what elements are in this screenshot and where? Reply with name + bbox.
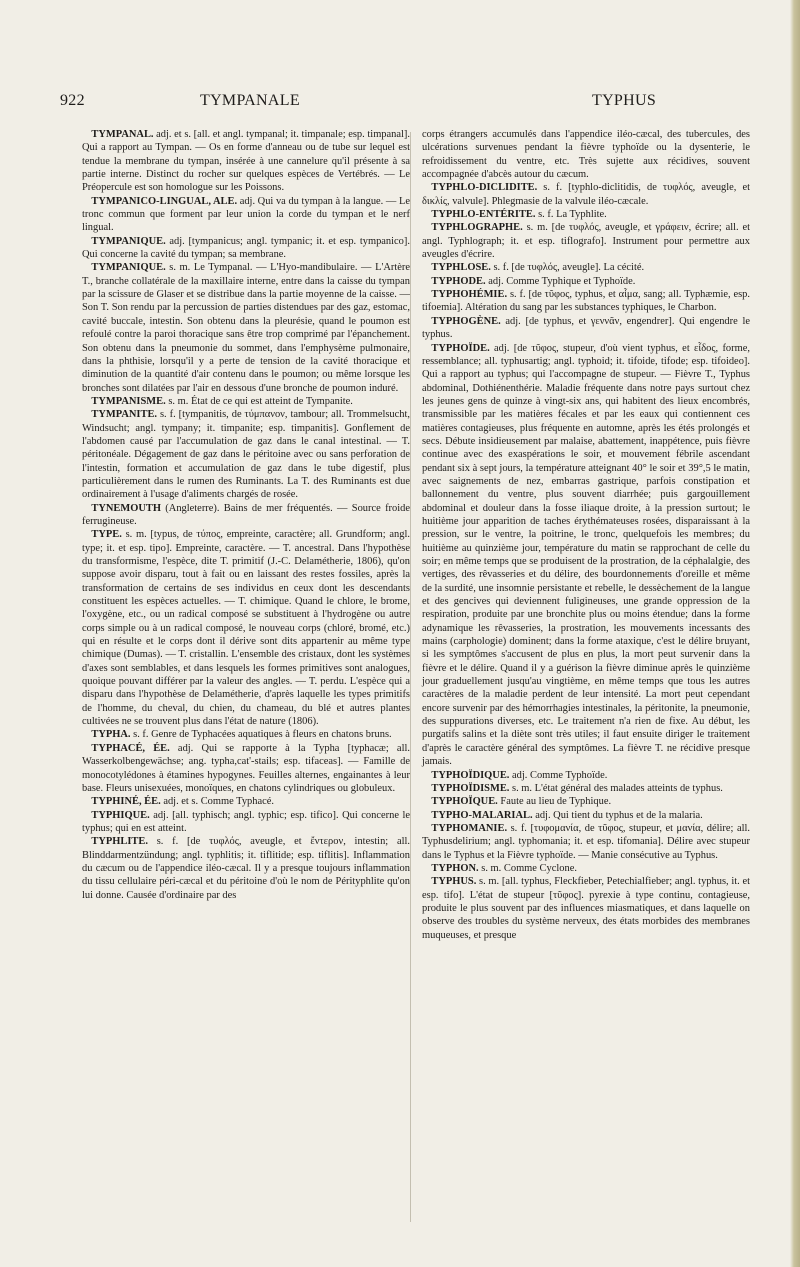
entry-definition: adj. Qui tient du typhus et de la malaria.: [532, 809, 703, 821]
entry-headword: TYMPANISME.: [91, 395, 166, 407]
dictionary-entry: [422, 875, 750, 942]
running-header: [60, 92, 755, 116]
entry-headword: TYPHOÏDISME.: [431, 782, 510, 794]
dictionary-entry: [422, 288, 750, 315]
column-divider: [410, 132, 411, 1222]
entry-definition: adj. [de typhus, et γεννᾶν, engendrer]. Qui engendre le typhus.: [422, 315, 750, 341]
entry-headword: TYMPANIQUE.: [91, 235, 166, 247]
dictionary-entry: [82, 835, 410, 902]
dictionary-entry: [422, 208, 750, 221]
entry-definition: adj. et s. Comme Typhacé.: [160, 796, 274, 808]
entry-definition: s. f. [τυφομανία, de τῦφος, stupeur, et μανία, délire; all. Typhusdelirium; angl. typhomania; it. et esp. tifomania]. Délire avec stupeur dans le Typhus et la Fièvre typhoïde. — Manie consécutive au Typhus.: [422, 822, 750, 861]
entry-definition: s. m. [all. typhus, Fleckfieber, Petechialfieber; angl. typhus, it. et esp. tifo]. L'état de stupeur [τῦφος]. pyrexie à type continu, contagieuse, produite le plus souvent par des influences miasmatiques, et dans laquelle on observe des troubles du système nerveux, des états morbides des membranes muqueuses, et presque: [422, 876, 750, 941]
dictionary-entry: [82, 742, 410, 795]
entry-headword: TYMPANICO-LINGUAL, ALE.: [91, 195, 238, 207]
entry-headword: TYPHOÏQUE.: [431, 796, 498, 808]
entry-headword: TYPHLITE.: [91, 836, 148, 848]
dictionary-entry: [82, 528, 410, 728]
entry-definition: Faute au lieu de Typhique.: [497, 796, 612, 808]
entry-headword: TYPHIQUE.: [91, 809, 150, 821]
dictionary-entry: [82, 195, 410, 235]
dictionary-entry: [422, 809, 750, 822]
entry-headword: TYPHA.: [91, 729, 131, 741]
entry-headword: TYPHLO-DICLIDITE.: [431, 182, 538, 194]
entry-headword: TYPHLOGRAPHE.: [431, 222, 523, 234]
dictionary-entry: [82, 395, 410, 408]
dictionary-entry: [82, 502, 410, 529]
entry-definition: s. f. [de τῦφος, typhus, et αἷμα, sang; all. Typhæmie, esp. tifoemia]. Altération du sang par les substances typhiques, le Charbon.: [422, 289, 750, 314]
entry-headword: TYPHOÏDIQUE.: [431, 769, 510, 781]
dictionary-entry: [422, 862, 750, 875]
dictionary-entry: [422, 782, 750, 795]
entry-definition: s. f. [de τυφλός, aveugle, et ἔντερον, intestin; all. Blinddarmentzündung; angl. typhlitis; it. tiflitide; esp. tiflitis]. Inflammation du cæcum ou de l'appendice iléo-cæcal. Il y a presque toujours inflammation du tissu cellulaire péri-cæcal et du péritoine d'où le nom de Pérityphlite qu'on lui donne. Causée d'ordinaire par des: [82, 836, 410, 901]
entry-definition: s. m. Comme Cyclone.: [478, 862, 577, 874]
entry-headword: TYMPANIQUE.: [91, 262, 166, 274]
entry-definition: adj. Comme Typhoïde.: [509, 769, 608, 781]
dictionary-entry: [82, 235, 410, 262]
dictionary-entry: [82, 128, 410, 195]
dictionary-entry: [82, 728, 410, 741]
entry-definition: s. f. Genre de Typhacées aquatiques à fleurs en chatons bruns.: [130, 729, 392, 741]
entry-headword: TYPHOMANIE.: [431, 822, 508, 834]
page-number: 922: [60, 92, 85, 109]
entry-definition: s. f. La Typhlite.: [535, 209, 607, 221]
entry-definition: s. f. [typhlo-diclitidis, de τυφλός, aveugle, et δικλίς, valvule]. Phlegmasie de la valvule iléo-cæcale.: [422, 182, 750, 207]
entry-headword: TYPHLO-ENTÉRITE.: [431, 209, 536, 221]
dictionary-entry: [422, 342, 750, 769]
dictionary-entry: [82, 809, 410, 836]
dictionary-entry: [422, 315, 750, 342]
entry-definition: corps étrangers accumulés dans l'appendice iléo-cæcal, des tubercules, des ulcérations survenues pendant la fièvre typhoïde ou la dysenterie, le refroidissement du ventre, etc. Très sujette aux récidives, souvent accompagnée d'abcès autour du cæcum.: [422, 129, 750, 181]
entry-definition: s. f. [de τυφλός, aveugle]. La cécité.: [490, 262, 645, 274]
entry-definition: adj. [de τῦφος, stupeur, d'où vient typhus, et εἶδος, forme, ressemblance; all. typhusartig; angl. typhoid; it. tifoide, tifode; esp. tifoideo]. Qui a rapport au typhus; qui l'accompagne de stupeur. — Fièvre T., Typhus abdominal, Dothiénenthérie. Maladie fréquente dans notre pays surtout chez les jeunes gens de quinze à vingt-six ans, qui habitent des lieux encombrés, transmissible par les matières fécales et par les eaux qui contiennent ces matières contagieuses, plus fréquente en automne, après les étés prolongés et secs. Débute insidieusement par malaise, abattement, inappétence, puis fièvre continue avec des exaspérations le soir, et mouvement fébrile ascendant pendant six à sept jours, la température atteignant 40° le soir et 39°,5 le matin, avec saignements de nez, embarras gastrique, parfois constipation et ballonnement du ventre, plus souvent diarrhée; puis gargouillement abdominal et douleur dans la fosse iliaque droite, à la pression surtout; le huitième jour apparition de taches érythémateuses rosées, disparaissant à la pression, sur le ventre, la poitrine, le tronc, quelquefois les membres; du huitième au quinzième jour, température du matin se rapprochant de celle du soir; en même temps que se produisent de la prostration, de la céphalalgie, des vertiges, des rêvasseries et du délire, des bourdonnements d'oreille et même de la surdité, une insomnie persistante et rebelle, le dessèchement de la langue et des gencives qui deviennent fuligineuses, une grande oppression de la respiration, produite par une bronchite plus ou moins étendue; dans la forme adynamique les rêvasseries, la prostration, les mouvements incessants des mains (carphologie) dominent; dans la forme ataxique, c'est le délire bruyant, si les symptômes s'accusent de plus en plus, la mort peut survenir dans la fièvre et le délire. Quand il y a guérison la fièvre diminue après le quinzième jour graduellement jusqu'au vingtième, en même temps que tous les autres caractères de la maladie perdent de leur intensité. La mort peut cependant encore survenir par des hémorrhagies intestinales, la péritonite, la pneumonie, des suppurations diverses, etc. Le traitement n'a rien de fixe. Au début, les purgatifs salins et la diète sont très utiles; il faut ensuite diriger le traitement d'après le caractère général des symptômes. La fièvre T. ne récidive presque jamais.: [422, 342, 750, 768]
entry-definition: s. m. État de ce qui est atteint de Tympanite.: [165, 395, 353, 407]
entry-definition: s. m. [typus, de τύπος, empreinte, caractère; all. Grundform; angl. type; it. et esp. tipo]. Empreinte, caractère. — T. ancestral. Dans l'hypothèse du transformisme, l'espèce, dite T. primitif (J.-C. Delamétherie, 1806), qu'on suppose avoir disparu, tout à fait ou en laissant des restes fossiles, après la transformation de certains de ses individus en ceux dont les descendants constituent les espèces actuelles. — T. chimique. Quand le chlore, le brome, l'oxygène, etc., ou un radical composé se substituent à l'hydrogène ou autre corps simple ou à un radical composé, le nouveau corps (chloré, bromé, etc.) qui en résulte et le corps dont il dérive sont dits appartenir au même type chimique (Dumas). — T. cristallin. L'ensemble des cristaux, dont les systèmes d'axes sont semblables, et dans lesquels les formes primitives sont analogues, quoique pouvant différer par la valeur des angles. — T. perdu. L'espèce qui a disparu dans l'hypothèse de Delamétherie, d'après laquelle les types primitifs de l'homme, du cheval, du chien, du chameau, du blé et autres plantes cultivées ne se trouvent plus dans l'état de nature (1806).: [82, 529, 410, 728]
entry-definition: adj. Qui va du tympan à la langue. — Le tronc commun que forment par leur union la corde du tympan et le nerf lingual.: [82, 195, 410, 234]
entry-headword: TYPE.: [91, 529, 122, 541]
entry-headword: TYMPANITE.: [91, 409, 158, 421]
dictionary-entry: [422, 275, 750, 288]
page-edge: [790, 0, 800, 1267]
left-guide-word: TYMPANALE: [200, 92, 300, 109]
entry-headword: TYPHO-MALARIAL.: [431, 809, 533, 821]
entry-headword: TYPHINÉ, ÉE.: [91, 796, 161, 808]
right-guide-word: TYPHUS: [592, 92, 657, 109]
entry-definition: adj. [tympanicus; angl. tympanic; it. et esp. tympanico]. Qui concerne la cavité du tympan; sa membrane.: [82, 235, 410, 261]
entry-definition: (Angleterre). Bains de mer fréquentés. — Source froide ferrugineuse.: [82, 502, 410, 527]
entry-headword: TYPHUS.: [431, 876, 477, 888]
entry-headword: TYPHOHÉMIE.: [431, 289, 508, 301]
dictionary-entry: [422, 822, 750, 862]
dictionary-entry: [82, 795, 410, 808]
entry-definition: s. m. L'état général des malades atteints de typhus.: [509, 782, 723, 794]
dictionary-entry: [82, 261, 410, 394]
dictionary-entry: [82, 408, 410, 501]
entry-definition: adj. [all. typhisch; angl. typhic; esp. tifico]. Qui concerne le typhus; qui en est atteint.: [82, 809, 410, 834]
dictionary-entry: [422, 221, 750, 261]
entry-headword: TYPHON.: [431, 862, 479, 874]
dictionary-entry: [422, 261, 750, 274]
entry-headword: TYNEMOUTH: [91, 502, 161, 514]
dictionary-entry: [422, 181, 750, 208]
entry-definition: adj. et s. [all. et angl. tympanal; it. timpanale; esp. timpanal]. Qui a rapport au Tympan. — Os en forme d'anneau ou de tube sur lequel est tendue la membrane du tympan, insérée à une cannelure qu'il présente à sa partie interne. Distinct du rocher sur quelques espèces de Vertébrés. — Le Préopercule est son homologue sur les Poissons.: [82, 129, 410, 194]
dictionary-entry: [422, 128, 750, 181]
right-column: [422, 128, 750, 942]
entry-headword: TYMPANAL.: [91, 129, 154, 140]
dictionary-entry: [422, 769, 750, 782]
dictionary-entry: [422, 795, 750, 808]
entry-definition: s. m. Le Tympanal. — L'Hyo-mandibulaire. — L'Artère T., branche collatérale de la maxillaire interne, entre dans la caisse du tympan par la scissure de Glaser et se distribue dans la partie moyenne de la caisse. — Son T. Son rendu par la percussion de parties distendues par des gaz, estomac, cavité buccale, intestin. Son obtenu dans la pleurésie, quand le poumon est refoulé contre la paroi thoracique sans être trop comprimé par l'épanchement. Son obtenu dans la pneumonie du sommet, dans l'emphysème pulmonaire, dans la phthisie, lorsqu'il y a perte de tension de la cavité thoracique et diminution de la quantité d'air contenu dans le poumon; ou même lorsque les bronches sont dilatées par l'air en dessous d'une bronche de poumon induré.: [82, 262, 410, 394]
entry-definition: adj. Qui se rapporte à la Typha [typhacæ; all. Wasserkolbengewächse; ang. typha,cat'-stails; esp. tifaceas]. — Famille de monocotylédones à étamines hypogynes. Feuilles alternes, engainantes à leur base. Fleurs unisexuées, monoïques, en chatons cylindriques ou globuleux.: [82, 742, 410, 794]
entry-headword: TYPHACÉ, ÉE.: [91, 742, 170, 754]
entry-headword: TYPHOÏDE.: [431, 342, 490, 354]
entry-definition: adj. Comme Typhique et Typhoïde.: [485, 275, 636, 287]
entry-definition: s. f. [tympanitis, de τύμπανον, tambour; all. Trommelsucht, Windsucht; angl. tympany; it. timpanite; esp. timpanitis]. Gonflement de l'abdomen causé par l'accumulation de gaz dans le canal intestinal. — T. péritonéale. Dégagement de gaz dans le péritoine avec ou sans perforation de l'intestin, formation et accumulation de gaz dans le tube digestif, plus particulièrement dans le rumen des Ruminants. La T. des Ruminants est due ordinairement à l'usage d'aliments chargés de rosée.: [82, 409, 410, 501]
entry-definition: s. m. [de τυφλός, aveugle, et γράφειν, écrire; all. et angl. Typhlograph; it. et esp. tiflografo]. Instrument pour permettre aux aveugles d'écrire.: [422, 222, 750, 261]
entry-headword: TYPHOGÈNE.: [431, 315, 501, 327]
entry-headword: TYPHODE.: [431, 275, 486, 287]
left-column: [82, 128, 410, 902]
entry-headword: TYPHLOSE.: [431, 262, 491, 274]
